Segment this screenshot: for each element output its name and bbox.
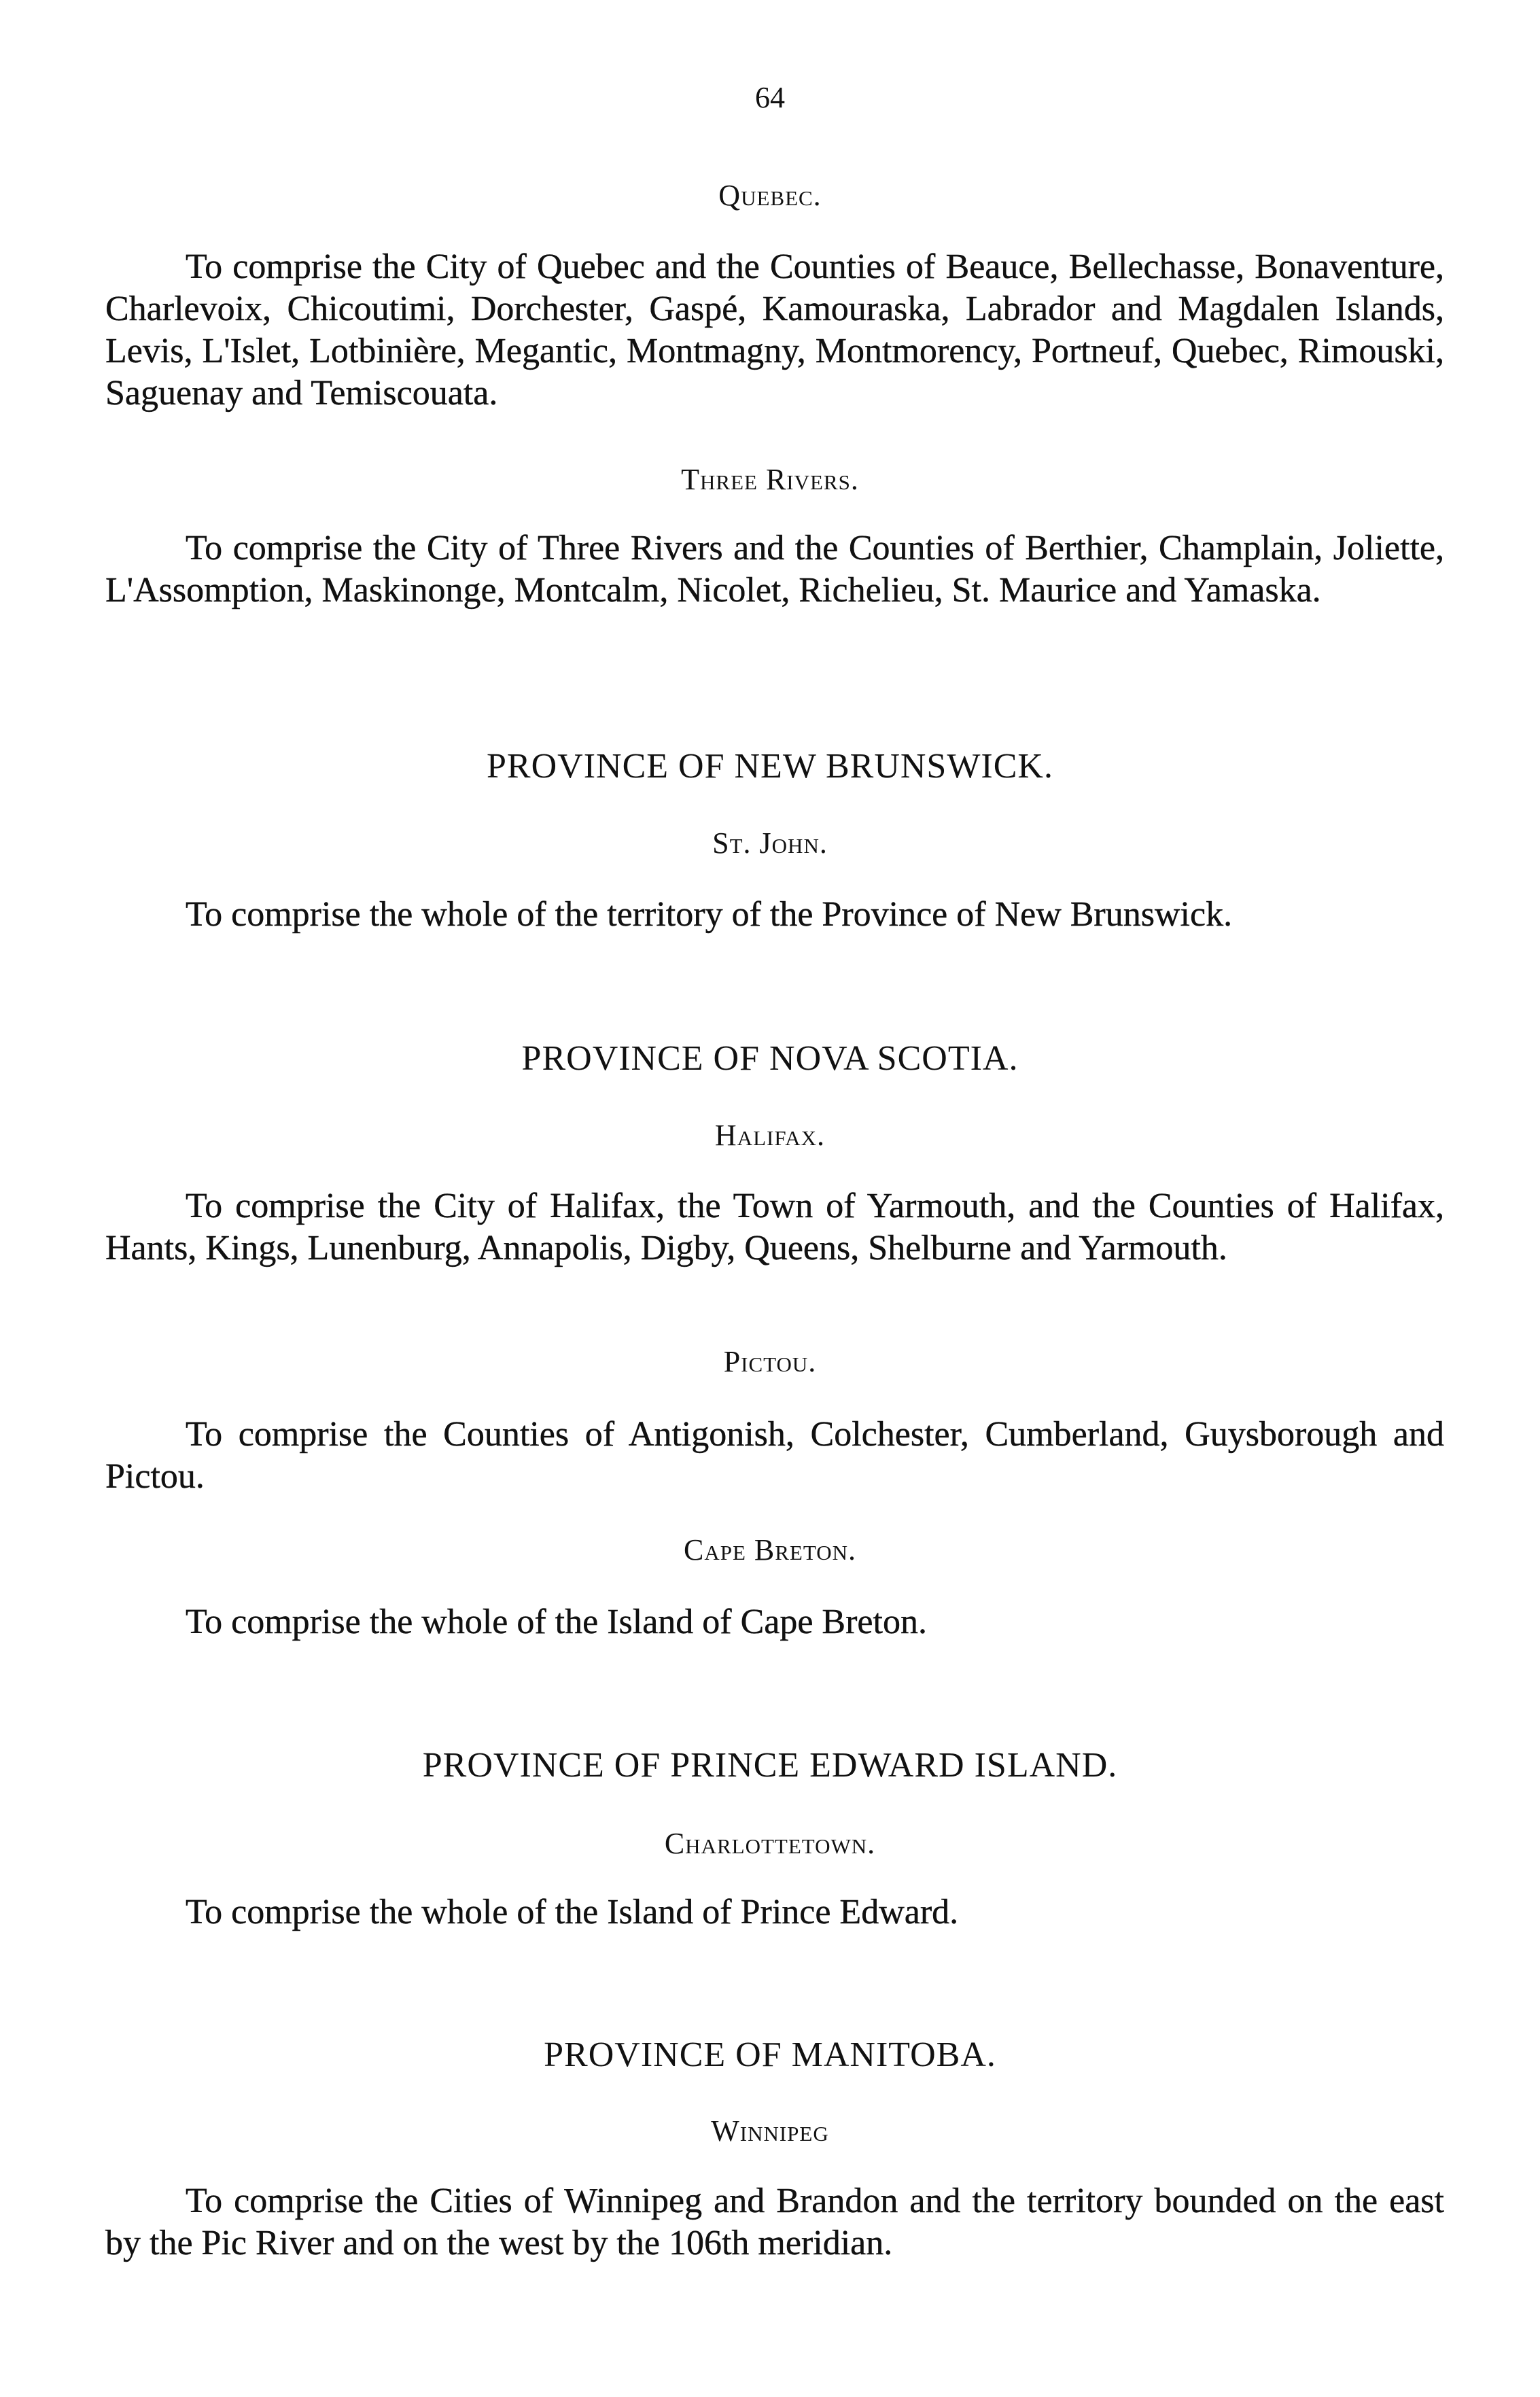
heading-pictou: Pictou.	[723, 1345, 817, 1378]
heading-three-rivers: Three Rivers.	[681, 463, 859, 496]
paragraph-winnipeg: To comprise the Cities of Winnipeg and Brandon and the territory bounded on the east by the Pic River and on the west by the 106th meridian.	[105, 2182, 1444, 2262]
heading-winnipeg: Winnipeg	[711, 2114, 829, 2148]
page-number: 64	[755, 81, 785, 114]
paragraph-pictou: To comprise the Counties of Antigonish, Colchester, Cumberland, Guysborough and Pictou.	[105, 1415, 1444, 1496]
heading-quebec: Quebec.	[718, 179, 822, 212]
paragraph-charlottetown: To comprise the whole of the Island of Prince Edward.	[186, 1893, 959, 1931]
heading-st-john: St. John.	[712, 826, 828, 860]
province-new-brunswick: PROVINCE OF NEW BRUNSWICK.	[487, 747, 1053, 786]
province-manitoba: PROVINCE OF MANITOBA.	[544, 2035, 996, 2074]
paragraph-st-john: To comprise the whole of the territory of the Province of New Brunswick.	[186, 895, 1233, 934]
paragraph-halifax: To comprise the City of Halifax, the Town of Yarmouth, and the Counties of Halifax, Hants, Kings, Lunenburg, Annapolis, Digby, Queens, Shelburne and Yarmouth.	[105, 1187, 1444, 1267]
paragraph-quebec: To comprise the City of Quebec and the Counties of Beauce, Bellechasse, Bonaventure, Charlevoix, Chicoutimi, Dorchester, Gaspé, Kamouraska, Labrador and Magdalen Islands, Levis, L'Islet, Lotbinière, Megantic, Montmagny, Montmorency, Portneuf, Quebec, Rimouski, Saguenay and Temiscouata.	[105, 247, 1444, 413]
heading-cape-breton: Cape Breton.	[683, 1533, 857, 1567]
paragraph-three-rivers: To comprise the City of Three Rivers and the Counties of Berthier, Champlain, Joliette, L'Assomption, Maskinonge, Montcalm, Nicolet, Richelieu, St. Maurice and Yamaska.	[105, 529, 1444, 610]
heading-charlottetown: Charlottetown.	[664, 1827, 876, 1860]
province-prince-edward-island: PROVINCE OF PRINCE EDWARD ISLAND.	[422, 1746, 1118, 1785]
heading-halifax: Halifax.	[714, 1119, 826, 1152]
province-nova-scotia: PROVINCE OF NOVA SCOTIA.	[521, 1039, 1019, 1078]
paragraph-cape-breton: To comprise the whole of the Island of Cape Breton.	[186, 1603, 927, 1641]
